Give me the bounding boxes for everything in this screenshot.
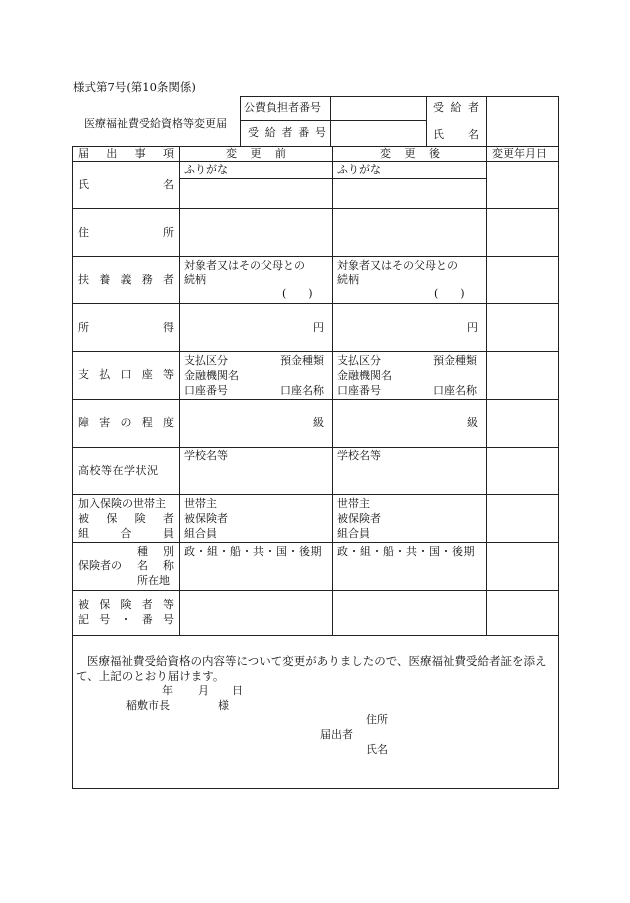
header-left-line	[240, 96, 241, 146]
date-month: 月	[198, 684, 209, 697]
table-right-line	[558, 96, 559, 789]
pay-type-after: 支払区分	[337, 354, 381, 367]
insurance-types-after: 政・組・船・共・国・後期	[337, 545, 475, 558]
row-label-insured-2: 被 保 険 者	[78, 512, 174, 525]
guardian-text-after-2: 続柄	[337, 273, 359, 286]
form-title: 医療福祉費受給資格等変更届	[84, 117, 227, 130]
row-label-insured-3: 組 合 員	[78, 527, 174, 540]
row-label-income: 所 得	[78, 321, 174, 334]
row-label-school: 高校等在学状況	[78, 464, 159, 477]
yen-before: 円	[313, 321, 324, 334]
recipient-label-bottom: 氏 名	[433, 128, 479, 141]
row-label-type: 種 別	[137, 545, 174, 558]
recipient-label-top: 受 給 者	[433, 101, 479, 114]
row-label-location: 所在地	[137, 574, 170, 587]
table-left-line	[72, 146, 73, 789]
school-name-after: 学校名等	[337, 449, 381, 462]
header-div-line-3	[486, 96, 487, 146]
insurance-types-before: 政・組・船・共・国・後期	[184, 545, 322, 558]
insured-before: 被保険者	[184, 512, 228, 525]
guardian-text-after-1: 対象者又はその父母との	[337, 259, 458, 272]
row-label-symbol-1: 被 保 険 者 等	[78, 598, 174, 611]
table-col-line	[486, 146, 487, 636]
recipient-no-label: 受 給 者 番 号	[248, 126, 326, 139]
school-name-before: 学校名等	[184, 449, 228, 462]
date-year: 年	[162, 684, 173, 697]
row-label-guardian: 扶 養 義 務 者	[78, 273, 174, 286]
row-label-address: 住 所	[78, 226, 174, 239]
table-bottom-line	[72, 788, 559, 789]
mayor-label: 稲敷市長	[126, 699, 170, 712]
member-before: 組合員	[184, 527, 217, 540]
col-header-item: 届 出 事 項	[78, 147, 174, 160]
grade-before: 級	[313, 416, 324, 429]
yen-after: 円	[467, 321, 478, 334]
row-label-name: 氏 名	[78, 178, 174, 191]
deposit-type-after: 預金種類	[433, 354, 477, 367]
header-div-line	[330, 96, 331, 146]
member-after: 組合員	[337, 527, 370, 540]
row-label-symbol-2: 記 号 ・ 番 号	[78, 613, 174, 626]
col-header-after: 変 更 後	[380, 147, 440, 160]
insured-after: 被保険者	[337, 512, 381, 525]
guardian-paren-after: ( )	[434, 287, 465, 300]
bank-name-before: 金融機関名	[184, 369, 239, 382]
account-no-after: 口座番号	[337, 384, 381, 397]
col-header-before: 変 更 前	[226, 147, 286, 160]
bank-name-after: 金融機関名	[337, 369, 392, 382]
head-after: 世帯主	[337, 497, 370, 510]
row-label-insurer-name: 名 称	[137, 559, 174, 572]
header-top-line	[240, 96, 559, 97]
applicant-label: 届出者	[320, 728, 353, 741]
furigana-before: ふりがな	[184, 163, 228, 176]
guardian-text-before-2: 続柄	[184, 273, 206, 286]
declaration-line1: 医療福祉費受給資格の内容等について変更がありましたので、医療福祉費受給者証を添え	[87, 654, 547, 668]
account-no-before: 口座番号	[184, 384, 228, 397]
grade-after: 級	[467, 416, 478, 429]
row-label-insured-1: 加入保険の世帯主	[78, 497, 166, 510]
date-day: 日	[232, 684, 243, 697]
declaration-line2: て、上記のとおり届けます。	[76, 669, 225, 683]
applicant-address-label: 住所	[366, 713, 388, 726]
account-name-after: 口座名称	[433, 384, 477, 397]
table-col-line	[332, 146, 333, 636]
guardian-text-before-1: 対象者又はその父母との	[184, 259, 305, 272]
row-label-insurer: 保険者の	[78, 559, 122, 572]
row-label-disability: 障 害 の 程 度	[78, 416, 174, 429]
table-col-line	[179, 146, 180, 636]
guardian-paren-before: ( )	[282, 287, 313, 300]
header-mid-line	[240, 120, 427, 121]
furigana-after: ふりがな	[337, 163, 381, 176]
header-div-line-2	[426, 96, 427, 146]
col-header-date: 変更年月日	[492, 147, 547, 160]
form-number: 様式第7号(第10条関係)	[73, 80, 196, 94]
head-before: 世帯主	[184, 497, 217, 510]
applicant-name-label: 氏名	[366, 743, 388, 756]
public-payer-no-label: 公費負担者番号	[244, 101, 321, 114]
sama-label: 様	[218, 699, 229, 712]
row-label-account: 支 払 口 座 等	[78, 368, 174, 381]
deposit-type-before: 預金種類	[280, 354, 324, 367]
account-name-before: 口座名称	[280, 384, 324, 397]
pay-type-before: 支払区分	[184, 354, 228, 367]
